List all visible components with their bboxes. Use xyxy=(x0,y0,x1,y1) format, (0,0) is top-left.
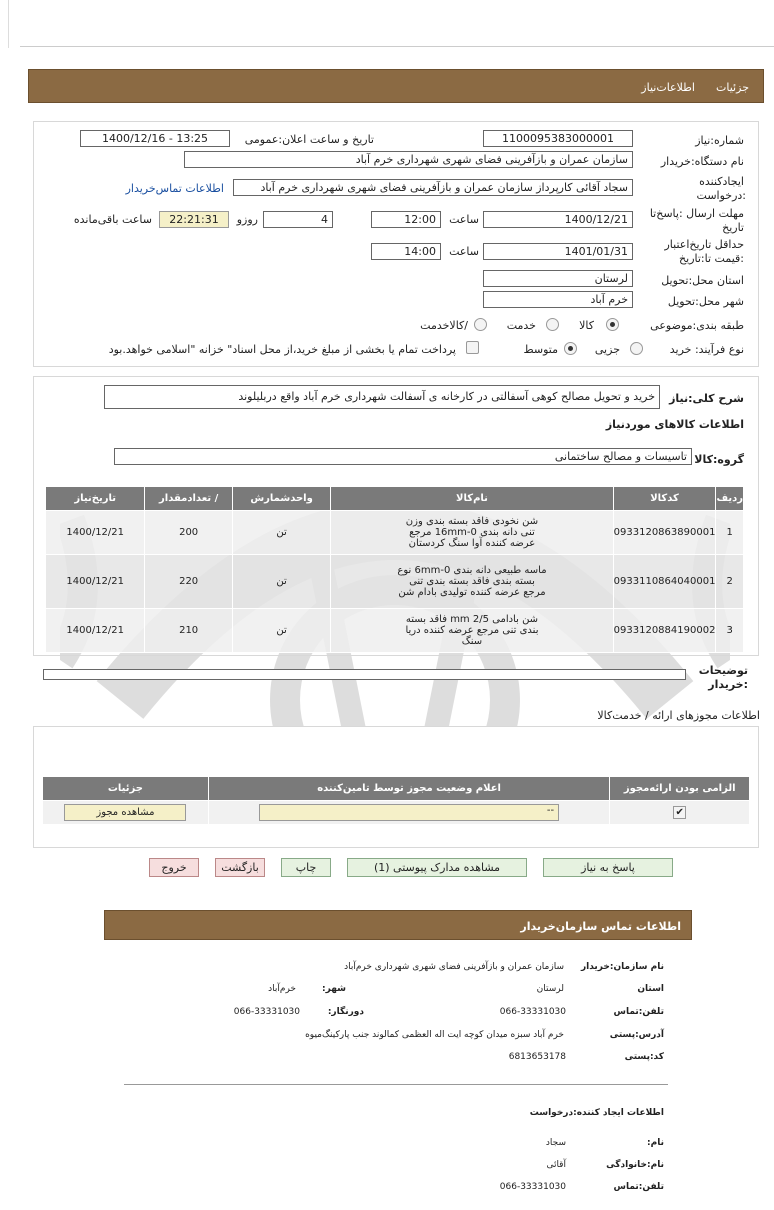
buyer-notes-label-2: :خریدار xyxy=(708,678,748,691)
permit-details-header: جزئیات xyxy=(43,777,209,801)
creator-tel-label: تلفن:تماس xyxy=(613,1182,664,1192)
row-unit: تن xyxy=(232,555,330,609)
top-divider xyxy=(20,46,774,47)
permit-required-cell xyxy=(610,801,750,825)
tab-need-info[interactable]: اطلاعات‌نیاز xyxy=(641,81,695,94)
group-field: تاسیسات و مصالح ساختمانی xyxy=(114,448,692,465)
row-number: 2 xyxy=(716,555,744,609)
permit-details-cell xyxy=(43,801,209,825)
table-row xyxy=(46,555,744,609)
zip-value: 6813653178 xyxy=(508,1052,566,1062)
process-medium-label: متوسط xyxy=(523,343,558,356)
table-row xyxy=(46,609,744,653)
buyer-contact-link[interactable]: اطلاعات تماس‌خریدار xyxy=(125,182,224,195)
org-label: نام سازمان:خریدار xyxy=(580,962,664,972)
creator-label-1: ایجادکننده xyxy=(699,175,744,188)
buyer-notes-label-1: توضیحات xyxy=(698,664,748,677)
contact-header-bar xyxy=(104,910,692,940)
tab-details[interactable]: جزئیات xyxy=(716,81,749,94)
creator-name-value: سجاد xyxy=(545,1138,566,1148)
row-name: ماسه طبیعی دانه بندی 0-6mm نوع بسته بندی فاقد بسته بندی تنی مرجع عرضه کننده تولیدی بادام شن xyxy=(331,555,613,609)
province-label: استان محل:تحویل xyxy=(661,274,744,287)
category-service-label: خدمت xyxy=(506,319,536,332)
category-both-label: /کالاخدمت xyxy=(420,319,468,332)
process-partial-label: جزیی xyxy=(594,343,620,356)
permit-status-cell xyxy=(208,801,610,825)
col-date: تاریخ‌نیاز xyxy=(46,487,145,511)
row-qty: 220 xyxy=(145,555,232,609)
row-name: شن بادامی 2/5 mm فاقد بسته بندی تنی مرجع عرضه کننده دریا سنگ xyxy=(331,609,613,653)
send-deadline-label-1: مهلت ارسال :پاسخ‌تا xyxy=(649,207,744,220)
province-contact-label: استان xyxy=(637,984,664,994)
fax-value: 066-33331030 xyxy=(233,1007,300,1017)
goods-title: اطلاعات کالاهای موردنیاز xyxy=(605,418,744,431)
category-label: طبقه بندی:موضوعی xyxy=(650,319,744,332)
fax-label: دورنگار: xyxy=(327,1007,364,1017)
col-unit: واحدشمارش xyxy=(232,487,330,511)
validity-date-field: 1401/01/31 xyxy=(483,243,633,260)
remaining-label: ساعت باقی‌مانده xyxy=(73,213,152,226)
creator-name-label: نام: xyxy=(647,1138,664,1148)
validity-label-2: :قیمت تا:تاریخ xyxy=(679,252,744,265)
days-label: روزو xyxy=(236,213,258,226)
left-edge xyxy=(8,0,9,48)
category-both-radio[interactable] xyxy=(474,318,487,331)
treasury-payment-checkbox[interactable] xyxy=(466,341,479,354)
treasury-payment-note: پرداخت تمام یا بخشی از مبلغ خرید،از محل اسناد" خزانه "اسلامی خواهد.بود xyxy=(108,343,456,356)
creator-family-label: نام:خانوادگی xyxy=(606,1160,664,1170)
row-date: 1400/12/21 xyxy=(46,555,145,609)
address-value: خرم آباد سبزه میدان کوچه ایت اله العظمی کمالوند جنب پارکینگ‌میوه xyxy=(305,1030,564,1040)
col-qty: / تعدادمقدار xyxy=(145,487,232,511)
category-goods-radio[interactable] xyxy=(606,318,619,331)
goods-table xyxy=(45,486,744,653)
need-number-label: شماره:نیاز xyxy=(695,134,744,147)
permit-status-header: اعلام وضعیت مجوز توسط تامین‌کننده xyxy=(208,777,610,801)
contact-title: اطلاعات تماس سازمان‌خریدار xyxy=(520,920,681,933)
row-code: 0933110864040001 xyxy=(613,555,716,609)
buyer-field: سازمان عمران و بازآفرینی فضای شهری شهرداری خرم آباد xyxy=(184,151,633,168)
col-code: کدکالا xyxy=(613,487,716,511)
province-field: لرستان xyxy=(483,270,633,287)
row-code: 0933120884190002 xyxy=(613,609,716,653)
row-date: 1400/12/21 xyxy=(46,511,145,555)
send-deadline-label-2: تاریخ xyxy=(722,221,744,234)
permit-required-header: الزامی بودن ارائه‌مجوز xyxy=(610,777,750,801)
reply-button[interactable]: پاسخ به نیاز xyxy=(543,858,673,877)
print-button[interactable]: چاپ xyxy=(281,858,331,877)
days-field: 4 xyxy=(263,211,333,228)
view-permit-button[interactable]: مشاهده مجوز xyxy=(64,804,186,821)
creator-info-title: اطلاعات ایجاد کننده:درخواست xyxy=(529,1108,664,1118)
creator-tel-value: 066-33331030 xyxy=(499,1182,566,1192)
tel-value: 066-33331030 xyxy=(499,1007,566,1017)
city-label: شهر محل:تحویل xyxy=(667,295,744,308)
creator-label-2: :درخواست xyxy=(696,189,746,202)
buyer-label: نام دستگاه:خریدار xyxy=(660,155,744,168)
need-number-field: 1100095383000001 xyxy=(483,130,633,147)
exit-button[interactable]: خروج xyxy=(149,858,199,877)
category-goods-label: کالا xyxy=(579,319,594,332)
buyer-notes-field xyxy=(43,669,686,680)
row-date: 1400/12/21 xyxy=(46,609,145,653)
validity-label-1: حداقل تاریخ‌اعتبار xyxy=(664,238,744,251)
summary-label: شرح کلی:نیاز xyxy=(669,392,744,405)
zip-label: کد:پستی xyxy=(624,1052,664,1062)
row-qty: 200 xyxy=(145,511,232,555)
attachments-button[interactable]: مشاهده مدارک پیوستی (1) xyxy=(347,858,527,877)
process-medium-radio[interactable] xyxy=(564,342,577,355)
row-code: 0933120863890001 xyxy=(613,511,716,555)
announce-label: تاریخ و ساعت اعلان:عمومی xyxy=(244,133,374,146)
back-button[interactable]: بازگشت xyxy=(215,858,265,877)
city-field: خرم آباد xyxy=(483,291,633,308)
province-contact-value: لرستان xyxy=(536,984,564,994)
process-partial-radio[interactable] xyxy=(630,342,643,355)
permits-table xyxy=(42,776,750,825)
col-row: ردیف xyxy=(716,487,744,511)
validity-time-field: 14:00 xyxy=(371,243,441,260)
permits-title: اطلاعات مجوزهای ارائه / خدمت‌کالا xyxy=(597,709,760,722)
row-number: 3 xyxy=(716,609,744,653)
tel-label: تلفن:تماس xyxy=(613,1007,664,1017)
permit-row xyxy=(43,801,750,825)
table-row xyxy=(46,511,744,555)
announce-field: 1400/12/16 - 13:25 xyxy=(80,130,230,147)
row-number: 1 xyxy=(716,511,744,555)
creator-family-value: آقائی xyxy=(546,1160,566,1170)
contact-divider xyxy=(124,1084,668,1085)
category-service-radio[interactable] xyxy=(546,318,559,331)
row-unit: تن xyxy=(232,511,330,555)
city-contact-label: شهر: xyxy=(322,984,346,994)
validity-time-label: ساعت xyxy=(449,245,479,258)
row-qty: 210 xyxy=(145,609,232,653)
org-value: سازمان عمران و بازآفرینی فضای شهری شهرداری خرم‌آباد xyxy=(344,962,564,972)
remaining-time-field: 22:21:31 xyxy=(159,211,229,228)
city-contact-value: خرم‌آباد xyxy=(268,984,296,994)
permit-status-field: -- xyxy=(259,804,559,821)
permit-required-checkbox[interactable]: ✔ xyxy=(673,806,686,819)
group-label: گروه:کالا xyxy=(694,453,744,466)
send-time-label: ساعت xyxy=(449,213,479,226)
summary-field: خرید و تحویل مصالح کوهی آسفالتی در کارخانه ی آسفالت شهرداری خرم آباد واقع دربلیلوند xyxy=(104,385,660,409)
col-name: نام‌کالا xyxy=(331,487,613,511)
process-label: نوع فرآیند: خرید xyxy=(669,343,744,356)
page-header-bar xyxy=(28,69,764,103)
row-name: شن نخودی فاقد بسته بندی وزن تنی دانه بندی 0-16mm مرجع عرضه کننده آوا سنگ کردستان xyxy=(331,511,613,555)
row-unit: تن xyxy=(232,609,330,653)
send-time-field: 12:00 xyxy=(371,211,441,228)
address-label: آدرس:پستی xyxy=(609,1030,664,1040)
creator-field: سجاد آقائی کارپرداز سازمان عمران و بازآفرینی فضای شهری شهرداری خرم آباد xyxy=(233,179,633,196)
send-date-field: 1400/12/21 xyxy=(483,211,633,228)
